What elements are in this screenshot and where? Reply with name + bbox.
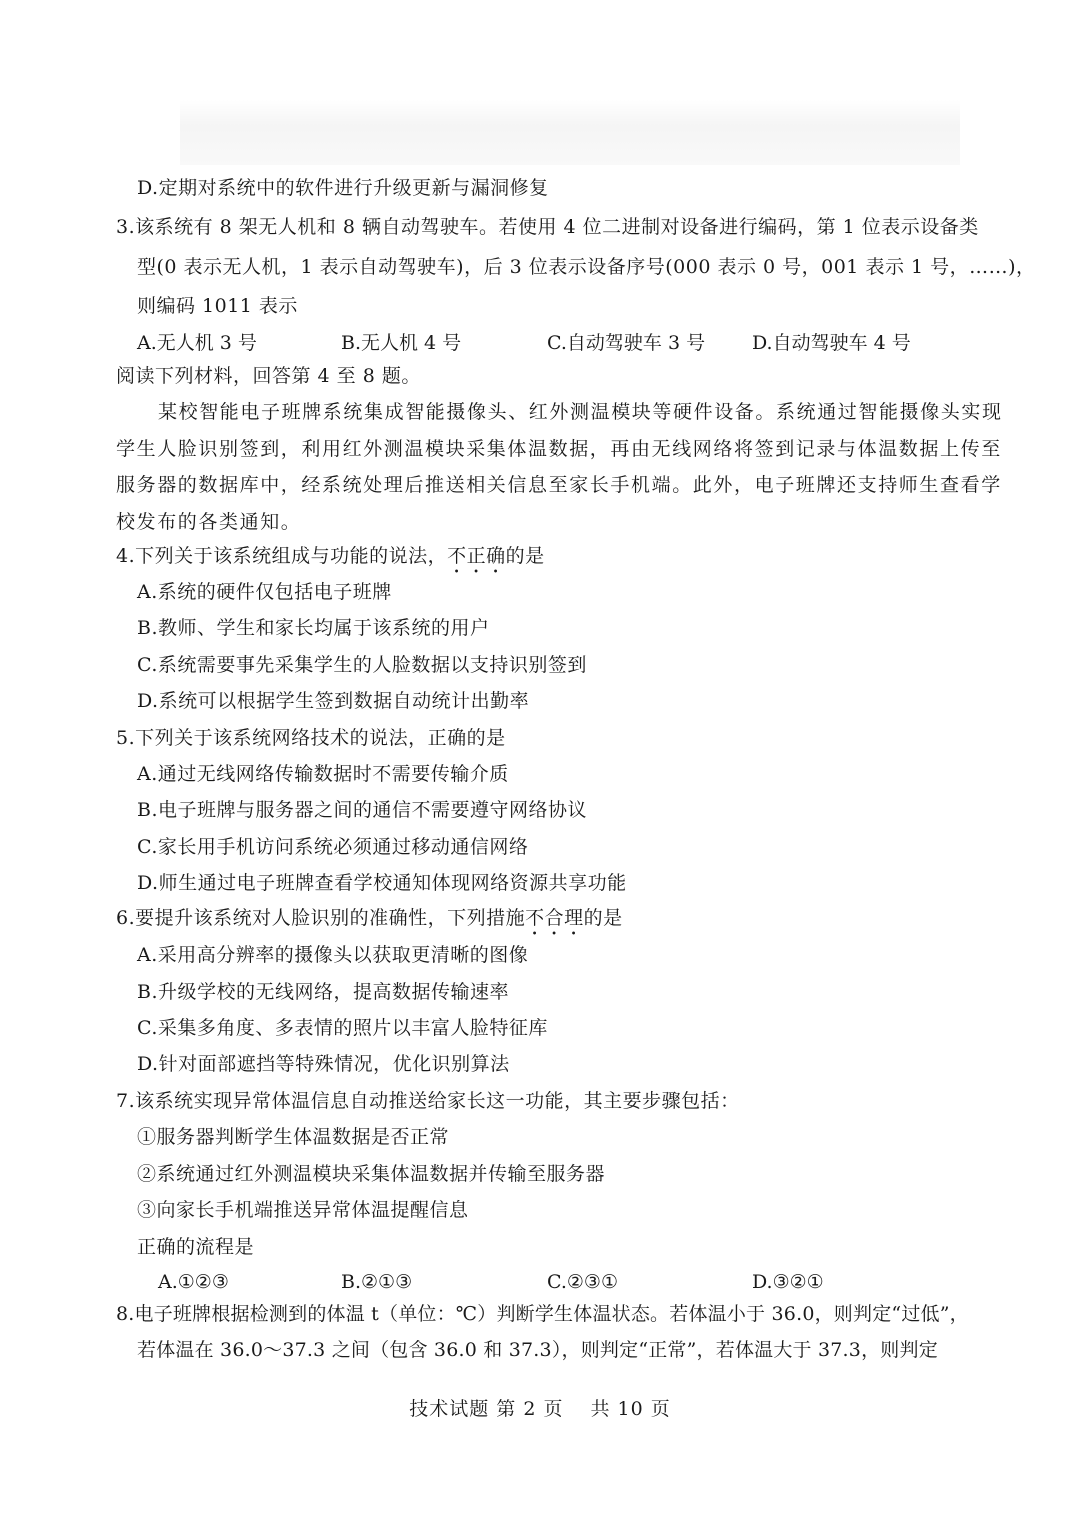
q5-option-c: C.家长用手机访问系统必须通过移动通信网络 — [137, 836, 529, 858]
reading-instruction: 阅读下列材料，回答第 4 至 8 题。 — [116, 365, 421, 387]
q4-option-b: B.教师、学生和家长均属于该系统的用户 — [137, 617, 490, 639]
q7-step-1: ①服务器判断学生体温数据是否正常 — [137, 1126, 450, 1148]
q4-stem — [116, 544, 545, 578]
q7-stem: 7.该系统实现异常体温信息自动推送给家长这一功能，其主要步骤包括： — [116, 1090, 740, 1112]
q4-emphasis: 不正确 — [447, 545, 506, 567]
material-line1: 某校智能电子班牌系统集成智能摄像头、红外测温模块等硬件设备。系统通过智能摄像头实现 — [158, 401, 1003, 423]
q3-option-a: A.无人机 3 号 — [137, 332, 257, 354]
q5-stem: 5.下列关于该系统网络技术的说法，正确的是 — [116, 727, 506, 749]
q6-stem — [116, 906, 623, 940]
q3-stem-line3: 则编码 1011 表示 — [137, 295, 298, 317]
q7-option-b: B.②①③ — [341, 1271, 413, 1293]
q6-option-c: C.采集多角度、多表情的照片以丰富人脸特征库 — [137, 1017, 548, 1039]
q6-option-a: A.采用高分辨率的摄像头以获取更清晰的图像 — [137, 944, 529, 966]
material-line2: 学生人脸识别签到，利用红外测温模块采集体温数据，再由无线网络将签到记录与体温数据上传至 — [116, 438, 1002, 460]
q4-option-c: C.系统需要事先采集学生的人脸数据以支持识别签到 — [137, 654, 587, 676]
q6-option-b: B.升级学校的无线网络，提高数据传输速率 — [137, 981, 510, 1003]
q3-option-c: C.自动驾驶车 3 号 — [547, 332, 706, 354]
q7-step-2: ②系统通过红外测温模块采集体温数据并传输至服务器 — [137, 1163, 606, 1185]
scan-smudge — [180, 100, 960, 165]
q6-stem-pre: 6.要提升该系统对人脸识别的准确性，下列措施 — [116, 907, 526, 929]
q3-stem-line2: 型(0 表示无人机，1 表示自动驾驶车)，后 3 位表示设备序号(000 表示 0 号，001 表示 1 号，……)， — [137, 256, 1036, 278]
q2-option-d: D.定期对系统中的软件进行升级更新与漏洞修复 — [137, 177, 549, 199]
q7-option-d: D.③②① — [752, 1271, 824, 1293]
q6-stem-post: 的是 — [583, 907, 623, 929]
q5-option-a: A.通过无线网络传输数据时不需要传输介质 — [137, 763, 509, 785]
q3-stem-line1: 3.该系统有 8 架无人机和 8 辆自动驾驶车。若使用 4 位二进制对设备进行编码，第 1 位表示设备类 — [116, 216, 979, 238]
material-line4: 校发布的各类通知。 — [116, 511, 302, 533]
q8-stem-line1: 8.电子班牌根据检测到的体温 t（单位：℃）判断学生体温状态。若体温小于 36.0，则判定“过低”， — [116, 1303, 969, 1325]
q4-stem-post: 的是 — [505, 545, 545, 567]
page-footer: 技术试题 第 2 页 共 10 页 — [409, 1398, 671, 1420]
q7-flow-prompt: 正确的流程是 — [137, 1236, 255, 1258]
q4-option-a: A.系统的硬件仅包括电子班牌 — [137, 581, 392, 603]
q3-option-d: D.自动驾驶车 4 号 — [752, 332, 911, 354]
q5-option-b: B.电子班牌与服务器之间的通信不需要遵守网络协议 — [137, 799, 588, 821]
q4-stem-pre: 4.下列关于该系统组成与功能的说法， — [116, 545, 448, 567]
q5-option-d: D.师生通过电子班牌查看学校通知体现网络资源共享功能 — [137, 872, 627, 894]
q3-option-b: B.无人机 4 号 — [341, 332, 462, 354]
q4-option-d: D.系统可以根据学生签到数据自动统计出勤率 — [137, 690, 530, 712]
q7-option-a: A.①②③ — [158, 1271, 229, 1293]
q7-option-c: C.②③① — [547, 1271, 618, 1293]
q8-stem-line2: 若体温在 36.0～37.3 之间（包含 36.0 和 37.3），则判定“正常”，若体温大于 37.3，则判定 — [137, 1339, 938, 1361]
q6-emphasis: 不合理 — [525, 907, 584, 929]
q6-option-d: D.针对面部遮挡等特殊情况，优化识别算法 — [137, 1053, 510, 1075]
material-line3: 服务器的数据库中，经系统处理后推送相关信息至家长手机端。此外，电子班牌还支持师生查看学 — [116, 474, 1002, 496]
q7-step-3: ③向家长手机端推送异常体温提醒信息 — [137, 1199, 469, 1221]
